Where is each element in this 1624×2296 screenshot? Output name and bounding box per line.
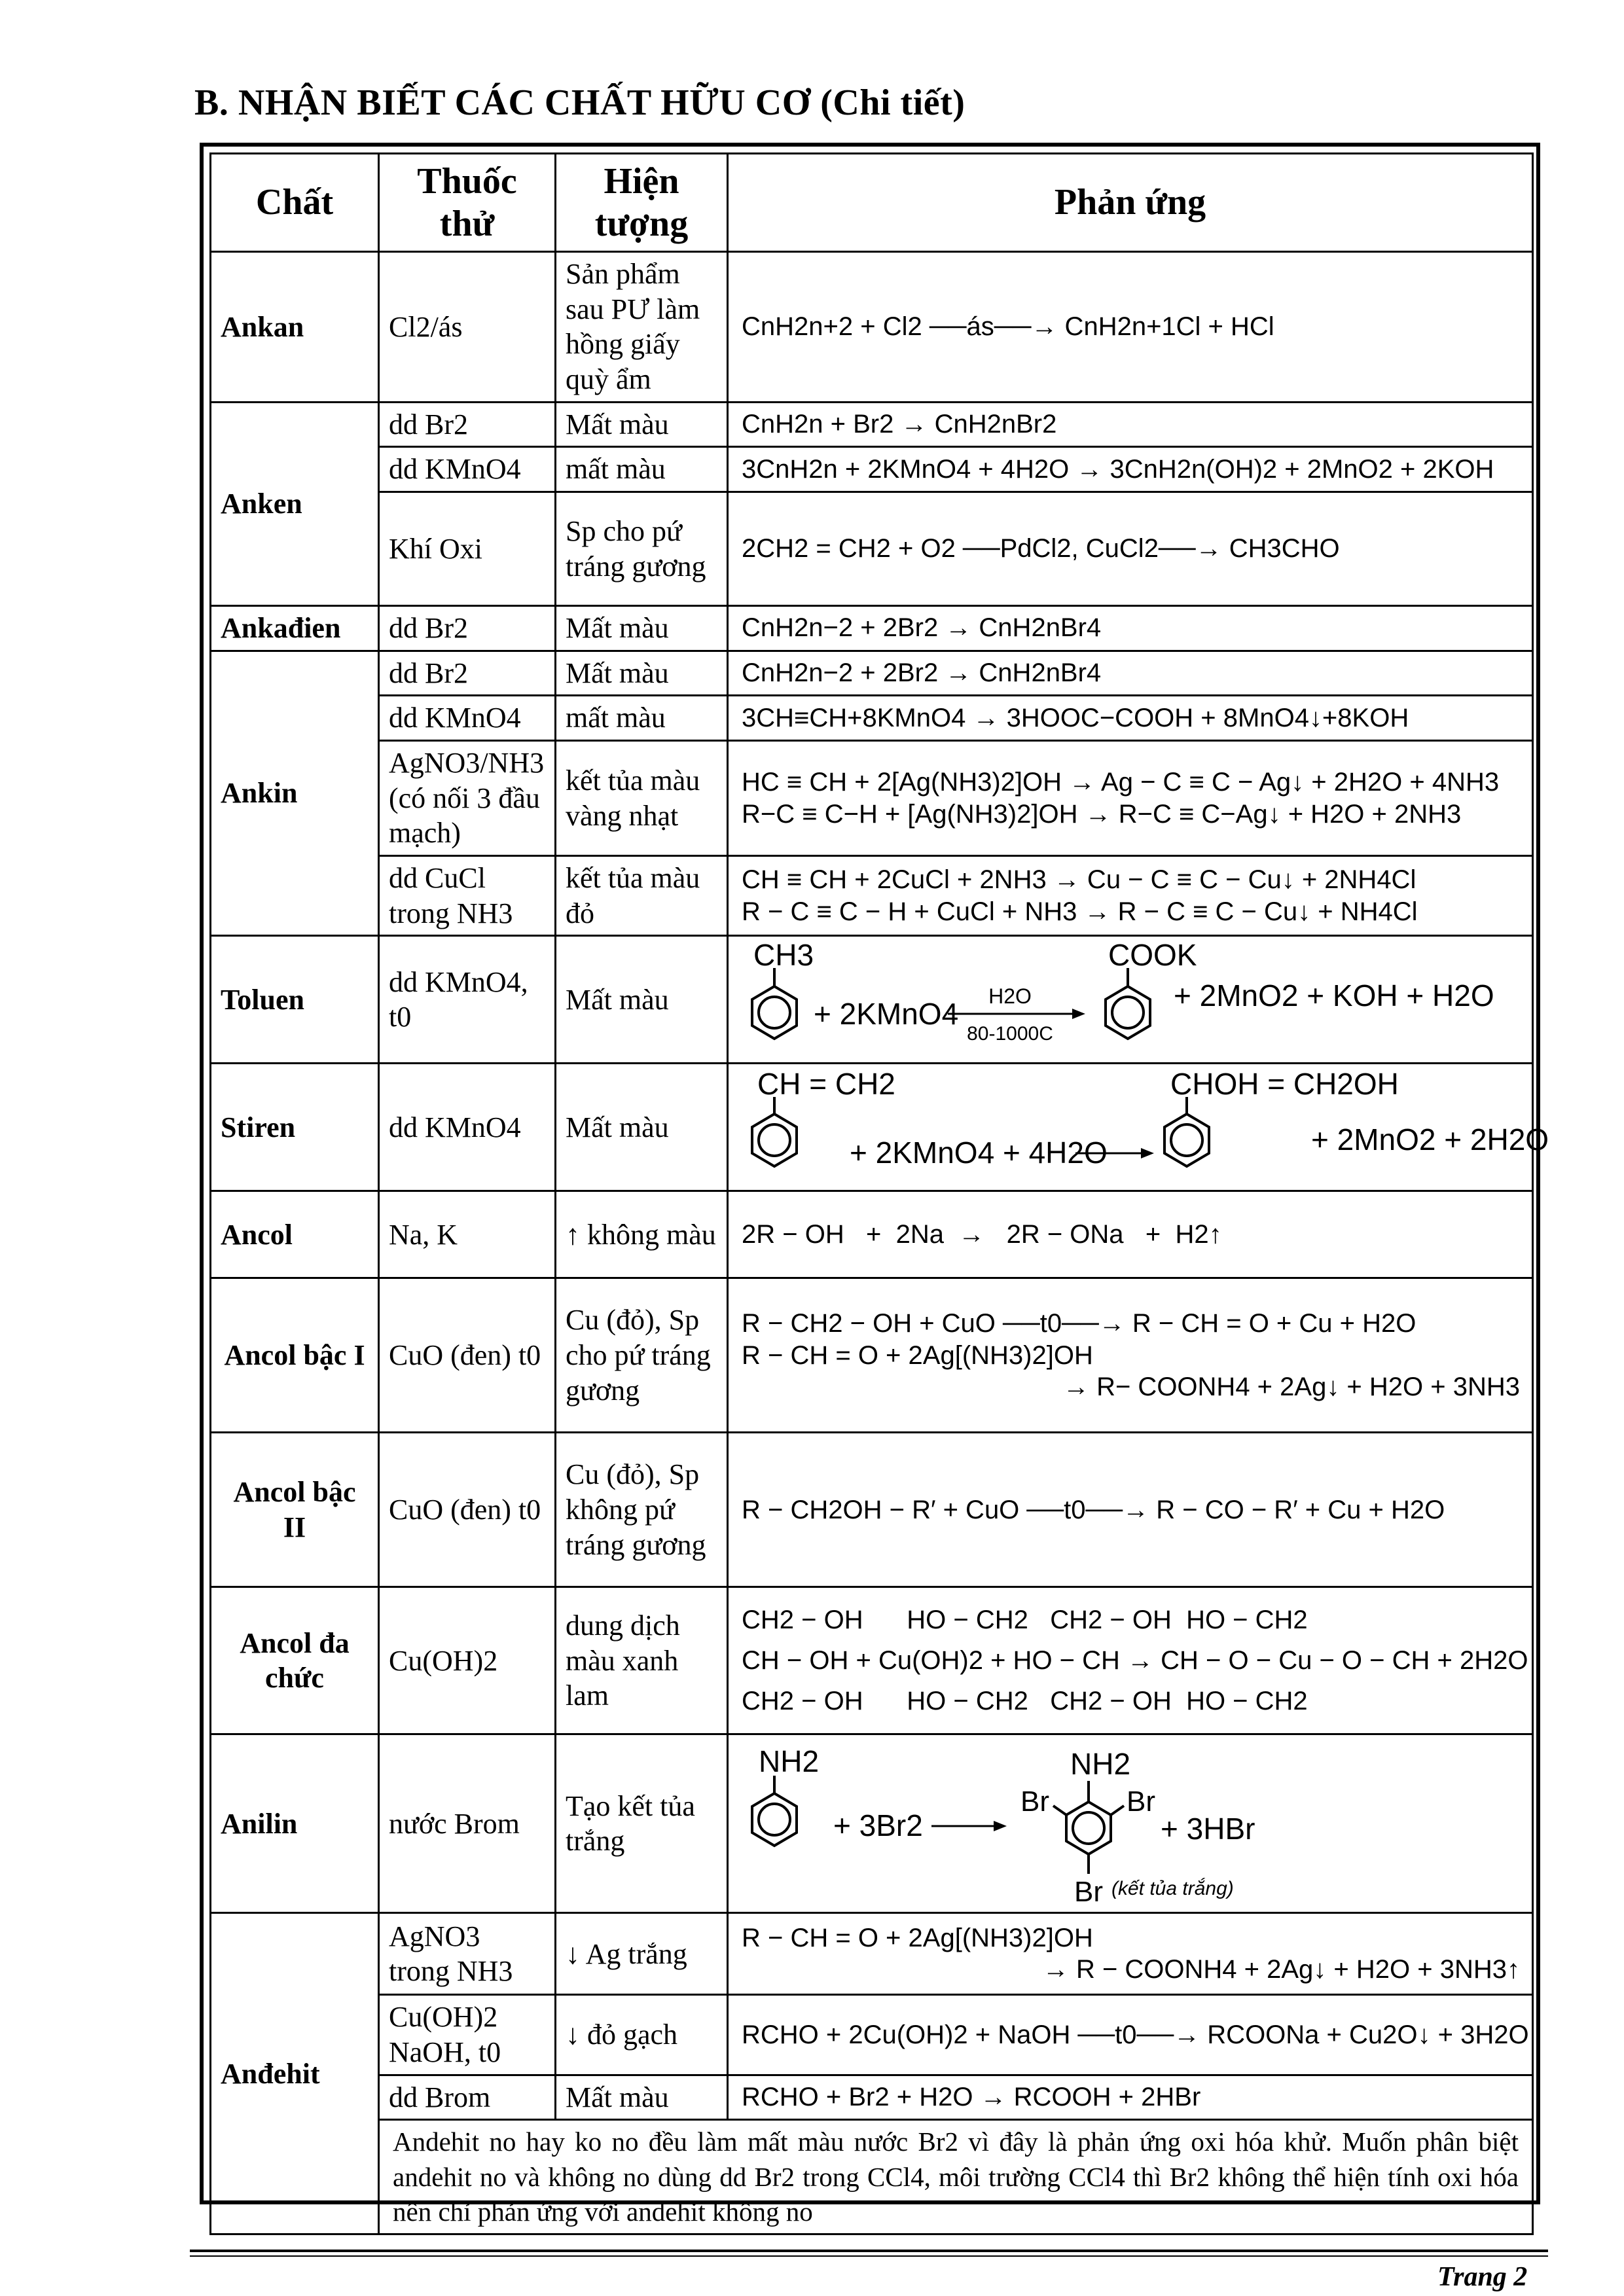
equation-cell [728,651,1533,696]
benzene-ring-icon [752,968,797,1039]
table-row [211,2120,1533,2234]
toluene-substituent: CH3 [753,938,814,973]
equation: R − CH = O + 2Ag[(NH3)2]OH [742,1340,1093,1370]
table-row [211,1913,1533,1995]
equation: → R − COONH4 + 2Ag↓ + H2O + 3NH3↑ [1042,1955,1520,1984]
phenomenon-cell: Sp cho pứ tráng gương [556,492,728,606]
product-substituent: CHOH = CH2OH [1170,1067,1399,1102]
reagent-cell: Cu(OH)2 NaOH, t0 [379,1995,556,2075]
styrene-substituent: CH = CH2 [757,1067,895,1102]
equation: 3CH≡CH+8KMnO4 → 3HOOC−COOH + 8MnO4↓+8KOH [742,703,1409,732]
equation-cell [728,856,1533,936]
aniline-products: + 3HBr [1161,1812,1255,1846]
reagent-cell: dd KMnO4, t0 [379,936,556,1064]
equation: R − CH2 − OH + CuO ──t0──→ R − CH = O + Cu + H2O [742,1308,1416,1338]
phenomenon-cell: ↑ không màu [556,1191,728,1278]
equation-cell [728,1587,1533,1734]
reagent-cell: CuO (đen) t0 [379,1433,556,1587]
equation-cell [728,2075,1533,2120]
equation: R − C ≡ C − H + CuCl + NH3 → R − C ≡ C − Cu↓ + NH4Cl [742,897,1418,926]
reagent-cell: dd KMnO4 [379,696,556,741]
benzene-ring-icon [1164,1097,1209,1166]
table-row [211,447,1533,492]
phenomenon-cell: Mất màu [556,936,728,1064]
styrene-products: + 2MnO2 + 2H2O [1311,1122,1549,1157]
table-row [211,1995,1533,2075]
table-row [211,696,1533,741]
reagent-cell: CuO (đen) t0 [379,1278,556,1433]
reagent-cell: Cu(OH)2 [379,1587,556,1734]
bromine-right: Br [1127,1785,1155,1818]
benzene-ring-icon [752,1776,797,1846]
phenomenon-cell: Mất màu [556,2075,728,2120]
equation-cell [728,936,1533,1064]
table-row [211,492,1533,606]
equation-cell [728,447,1533,492]
table-row [211,402,1533,447]
equation: RCHO + 2Cu(OH)2 + NaOH ──t0──→ RCOONa + Cu2O↓ + 3H2O [742,2020,1529,2049]
phenomenon-cell: ↓ đỏ gạch [556,1995,728,2075]
precipitate-note: (kết tủa trắng) [1111,1878,1234,1900]
equation-cell [728,1064,1549,1191]
phenomenon-cell: Mất màu [556,651,728,696]
styrene-reagent: + 2KMnO4 + 4H2O [850,1136,1108,1170]
equation: CnH2n + Br2 → CnH2nBr2 [742,410,1057,439]
phenomenon-cell: Cu (đỏ), Sp cho pứ tráng gương [556,1278,728,1433]
arrow-head-icon [1072,1009,1085,1019]
equation-cell [728,1433,1533,1587]
arrow-head-icon [994,1821,1007,1831]
reagent-cell: Cl2/ás [379,252,556,403]
equation-cell [728,1734,1533,1913]
header-phan-ung: Phản ứng [728,154,1533,252]
toluene-reaction-diagram [735,938,1521,1058]
equation: HC ≡ CH + 2[Ag(NH3)2]OH → Ag − C ≡ C − Ag↓ + 2H2O + 4NH3 [742,767,1500,797]
equation: R−C ≡ C−H + [Ag(NH3)2]OH → R−C ≡ C−Ag↓ + H2O + 2NH3 [742,799,1462,829]
identification-table [209,152,1549,2235]
table-row [211,1587,1533,1734]
equation: R − CH2OH − R′ + CuO ──t0──→ R − CO − R′ + Cu + H2O [742,1495,1445,1524]
equation: CH − OH + Cu(OH)2 + HO − CH → CH − O − Cu − O − CH + 2H2O [742,1646,1528,1676]
phenomenon-cell: mất màu [556,447,728,492]
chat-ancol-da-chuc: Ancol đa chức [211,1587,379,1734]
phenomenon-cell: kết tủa màu đỏ [556,856,728,936]
header-thuoc-thu: Thuốc thử [379,154,556,252]
toluene-reagent: + 2KMnO4 [814,997,959,1031]
equation: CH2 − OH HO − CH2 CH2 − OH HO − CH2 [742,1687,1308,1716]
equation: 2CH2 = CH2 + O2 ──PdCl2, CuCl2──→ CH3CHO [742,534,1340,564]
equation: CnH2n+2 + Cl2 ──ás──→ CnH2n+1Cl + HCl [742,312,1274,341]
equation-cell [728,252,1533,403]
phenomenon-cell: kết tủa màu vàng nhạt [556,741,728,856]
footer-rule-thin [190,2255,1548,2257]
reagent-cell: dd Br2 [379,651,556,696]
reagent-cell: dd CuCl trong NH3 [379,856,556,936]
equation: 3CnH2n + 2KMnO4 + 4H2O → 3CnH2n(OH)2 + 2MnO2 + 2KOH [742,454,1494,484]
equation-cell [728,402,1533,447]
equation: CnH2n−2 + 2Br2 → CnH2nBr4 [742,658,1102,688]
table-row [211,856,1533,936]
aniline-reaction-diagram [735,1738,1521,1909]
table-row [211,936,1533,1064]
product-substituent: NH2 [1070,1747,1131,1782]
product-substituent: COOK [1108,938,1197,973]
benzene-ring-icon [1106,968,1150,1039]
arrow-head-icon [1141,1148,1154,1158]
phenomenon-cell: Mất màu [556,402,728,447]
header-chat: Chất [211,154,379,252]
condition-bottom: 80-1000C [967,1023,1053,1045]
chat-stiren: Stiren [211,1064,379,1191]
equation: CH ≡ CH + 2CuCl + 2NH3 → Cu − C ≡ C − Cu↓ + 2NH4Cl [742,865,1416,894]
andehit-note: Andehit no hay ko no đều làm mất màu nước Br2 vì đây là phản ứng oxi hóa khử. Muốn phân biệt andehit no và không no dùng dd Br2 trong CCl4, môi trường CCl4 thì Br2 không thể hiện tính oxi hóa nên chỉ phản ứng với andehit không no [379,2120,1533,2234]
reagent-cell: Khí Oxi [379,492,556,606]
phenomenon-cell: dung dịch màu xanh lam [556,1587,728,1734]
chat-ancol-bac-1: Ancol bậc I [211,1278,379,1433]
chat-anilin: Anilin [211,1734,379,1913]
toluene-products: + 2MnO2 + KOH + H2O [1174,978,1494,1013]
header-row [211,154,1533,252]
reagent-cell: dd Br2 [379,606,556,651]
equation: CnH2n−2 + 2Br2 → CnH2nBr4 [742,613,1102,643]
equation: → R− COONH4 + 2Ag↓ + H2O + 3NH3 [1062,1372,1520,1402]
page-number: Trang 2 [1437,2262,1528,2292]
table-row [211,651,1533,696]
reagent-cell: Na, K [379,1191,556,1278]
bromine-bottom: Br [1074,1876,1103,1909]
chat-ancol-bac-2: Ancol bậc II [211,1433,379,1587]
benzene-ring-icon [1053,1781,1124,1874]
styrene-reaction-diagram [735,1067,1549,1186]
equation: R − CH = O + 2Ag[(NH3)2]OH [742,1923,1093,1952]
reagent-cell: dd KMnO4 [379,447,556,492]
chat-ancol: Ancol [211,1191,379,1278]
condition-top: H2O [988,984,1032,1009]
table-row [211,606,1533,651]
equation-cell [728,741,1533,856]
table-row [211,252,1533,403]
equation-cell [728,1995,1533,2075]
equation: RCHO + Br2 + H2O → RCOOH + 2HBr [742,2083,1201,2112]
reagent-cell: nước Brom [379,1734,556,1913]
phenomenon-cell: Tạo kết tủa trắng [556,1734,728,1913]
chat-ankan: Ankan [211,252,379,403]
footer-rule [190,2250,1548,2252]
table-row [211,1433,1533,1587]
equation-cell [728,696,1533,741]
equation: CH2 − OH HO − CH2 CH2 − OH HO − CH2 [742,1605,1308,1635]
table-row [211,2075,1533,2120]
chat-anken: Anken [211,402,379,605]
equation: 2R − OH + 2Na → 2R − ONa + H2↑ [742,1220,1222,1249]
equation-cell [728,1278,1533,1433]
reagent-cell: AgNO3/NH3 (có nối 3 đầu mạch) [379,741,556,856]
equation-cell [728,1913,1533,1995]
phenomenon-cell: Mất màu [556,1064,728,1191]
reagent-cell: dd Brom [379,2075,556,2120]
reagent-cell: dd KMnO4 [379,1064,556,1191]
reagent-cell: dd Br2 [379,402,556,447]
table-row [211,1278,1533,1433]
chat-ankadien: Ankađien [211,606,379,651]
table-row [211,1191,1533,1278]
aniline-reagent: + 3Br2 [833,1808,923,1843]
table-row [211,1064,1533,1191]
equation-cell [728,606,1533,651]
reagent-cell: AgNO3 trong NH3 [379,1913,556,1995]
page-title: B. NHẬN BIẾT CÁC CHẤT HỮU CƠ (Chi tiết) [194,82,965,123]
table-row [211,1734,1533,1913]
header-hien-tuong: Hiện tượng [556,154,728,252]
aniline-substituent: NH2 [759,1744,820,1779]
chat-andehit: Anđehit [211,1913,379,2234]
table-row [211,741,1533,856]
chat-ankin: Ankin [211,651,379,936]
bromine-left: Br [1020,1785,1049,1818]
phenomenon-cell: ↓ Ag trắng [556,1913,728,1995]
phenomenon-cell: mất màu [556,696,728,741]
benzene-ring-icon [752,1097,797,1166]
chat-toluen: Toluen [211,936,379,1064]
equation-cell [728,492,1533,606]
phenomenon-cell: Sản phẩm sau PƯ làm hồng giấy quỳ ẩm [556,252,728,403]
phenomenon-cell: Cu (đỏ), Sp không pứ tráng gương [556,1433,728,1587]
phenomenon-cell: Mất màu [556,606,728,651]
equation-cell [728,1191,1533,1278]
